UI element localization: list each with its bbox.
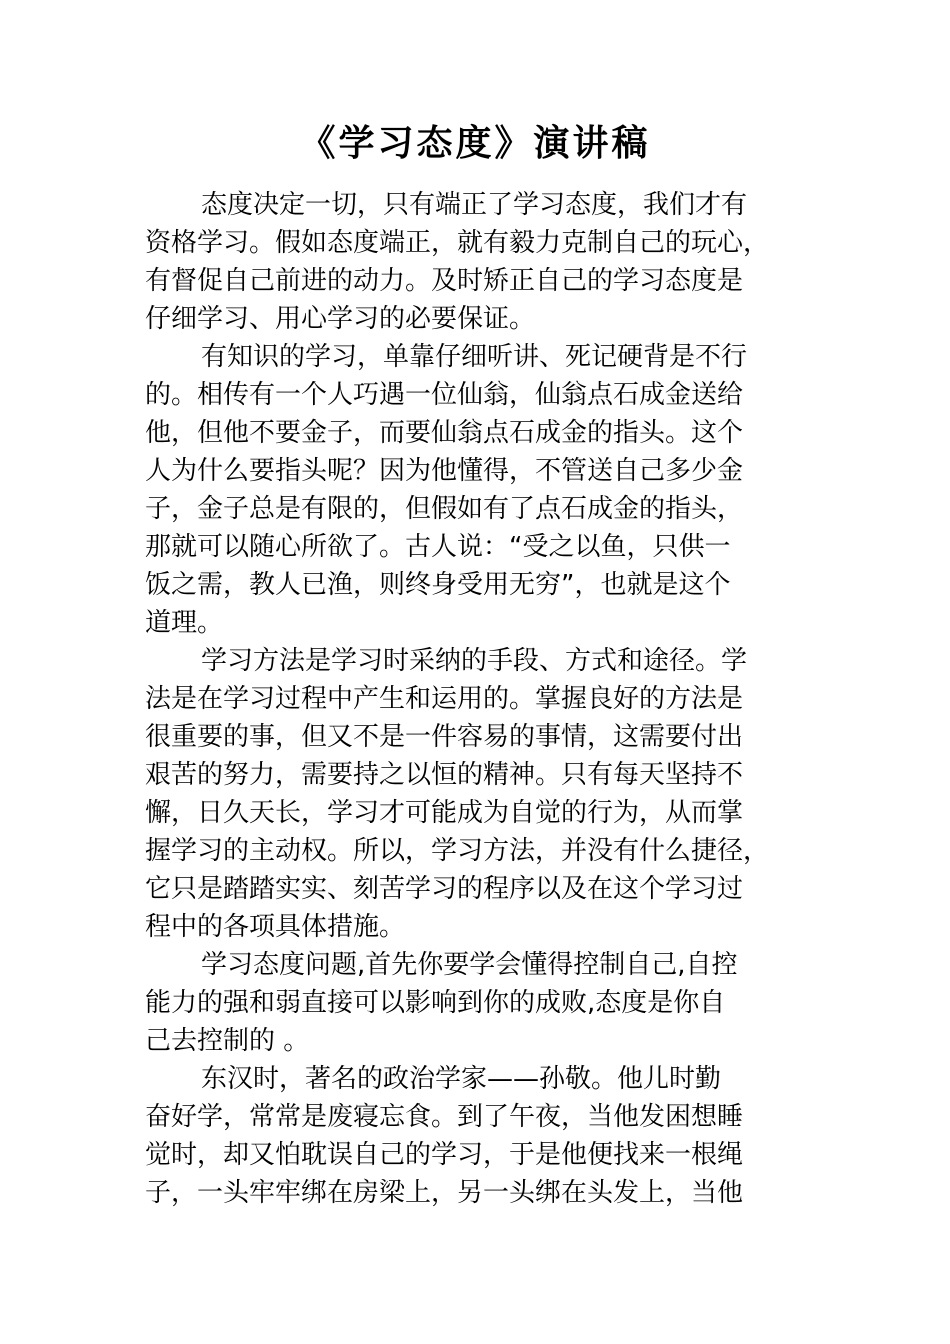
text-line: 能力的强和弱直接可以影响到你的成败,态度是你自	[145, 988, 726, 1018]
text-line: 己去控制的 。	[145, 1026, 310, 1056]
text-line: 法是在学习过程中产生和运用的。掌握良好的方法是	[145, 684, 744, 714]
text-line: 东汉时，著名的政治学家——孙敬。他儿时勤	[201, 1064, 722, 1094]
text-line: 学习态度问题,首先你要学会懂得控制自己,自控	[201, 950, 738, 980]
text-line: 子，一头牢牢绑在房梁上，另一头绑在头发上，当他	[145, 1178, 744, 1208]
text-line: 那就可以随心所欲了。古人说：“受之以鱼，只供一	[145, 532, 731, 562]
text-line: 奋好学，常常是废寝忘食。到了午夜，当他发困想睡	[145, 1102, 744, 1132]
text-line: 有知识的学习，单靠仔细听讲、死记硬背是不行	[201, 342, 748, 372]
text-line: 仔细学习、用心学习的必要保证。	[145, 304, 536, 334]
text-line: 他，但他不要金子，而要仙翁点石成金的指头。这个	[145, 418, 744, 448]
text-line: 很重要的事，但又不是一件容易的事情，这需要付出	[145, 722, 744, 752]
text-line: 有督促自己前进的动力。及时矫正自己的学习态度是	[145, 266, 744, 296]
document-title: 《学习态度》演讲稿	[299, 122, 651, 164]
text-line: 人为什么要指头呢？因为他懂得，不管送自己多少金	[145, 456, 744, 486]
text-line: 资格学习。假如态度端正，就有毅力克制自己的玩心，	[145, 228, 770, 258]
paragraph-1	[145, 186, 810, 338]
document-body	[145, 186, 810, 1212]
text-line: 觉时，却又怕耽误自己的学习，于是他便找来一根绳	[145, 1140, 744, 1170]
text-line: 握学习的主动权。所以，学习方法，并没有什么捷径，	[145, 836, 770, 866]
text-line: 学习方法是学习时采纳的手段、方式和途径。学	[201, 646, 748, 676]
text-line: 道理。	[145, 608, 224, 638]
paragraph-3	[145, 642, 810, 946]
paragraph-4	[145, 946, 810, 1060]
text-line: 的。相传有一个人巧遇一位仙翁，仙翁点石成金送给	[145, 380, 744, 410]
paragraph-2	[145, 338, 810, 642]
text-line: 子，金子总是有限的，但假如有了点石成金的指头，	[145, 494, 744, 524]
text-line: 饭之需，教人已渔，则终身受用无穷”，也就是这个	[145, 570, 731, 600]
text-line: 态度决定一切，只有端正了学习态度，我们才有	[201, 190, 748, 220]
text-line: 程中的各项具体措施。	[145, 912, 406, 942]
text-line: 懈，日久天长，学习才可能成为自觉的行为，从而掌	[145, 798, 744, 828]
text-line: 艰苦的努力，需要持之以恒的精神。只有每天坚持不	[145, 760, 744, 790]
text-line: 它只是踏踏实实、刻苦学习的程序以及在这个学习过	[145, 874, 744, 904]
paragraph-5	[145, 1060, 810, 1212]
